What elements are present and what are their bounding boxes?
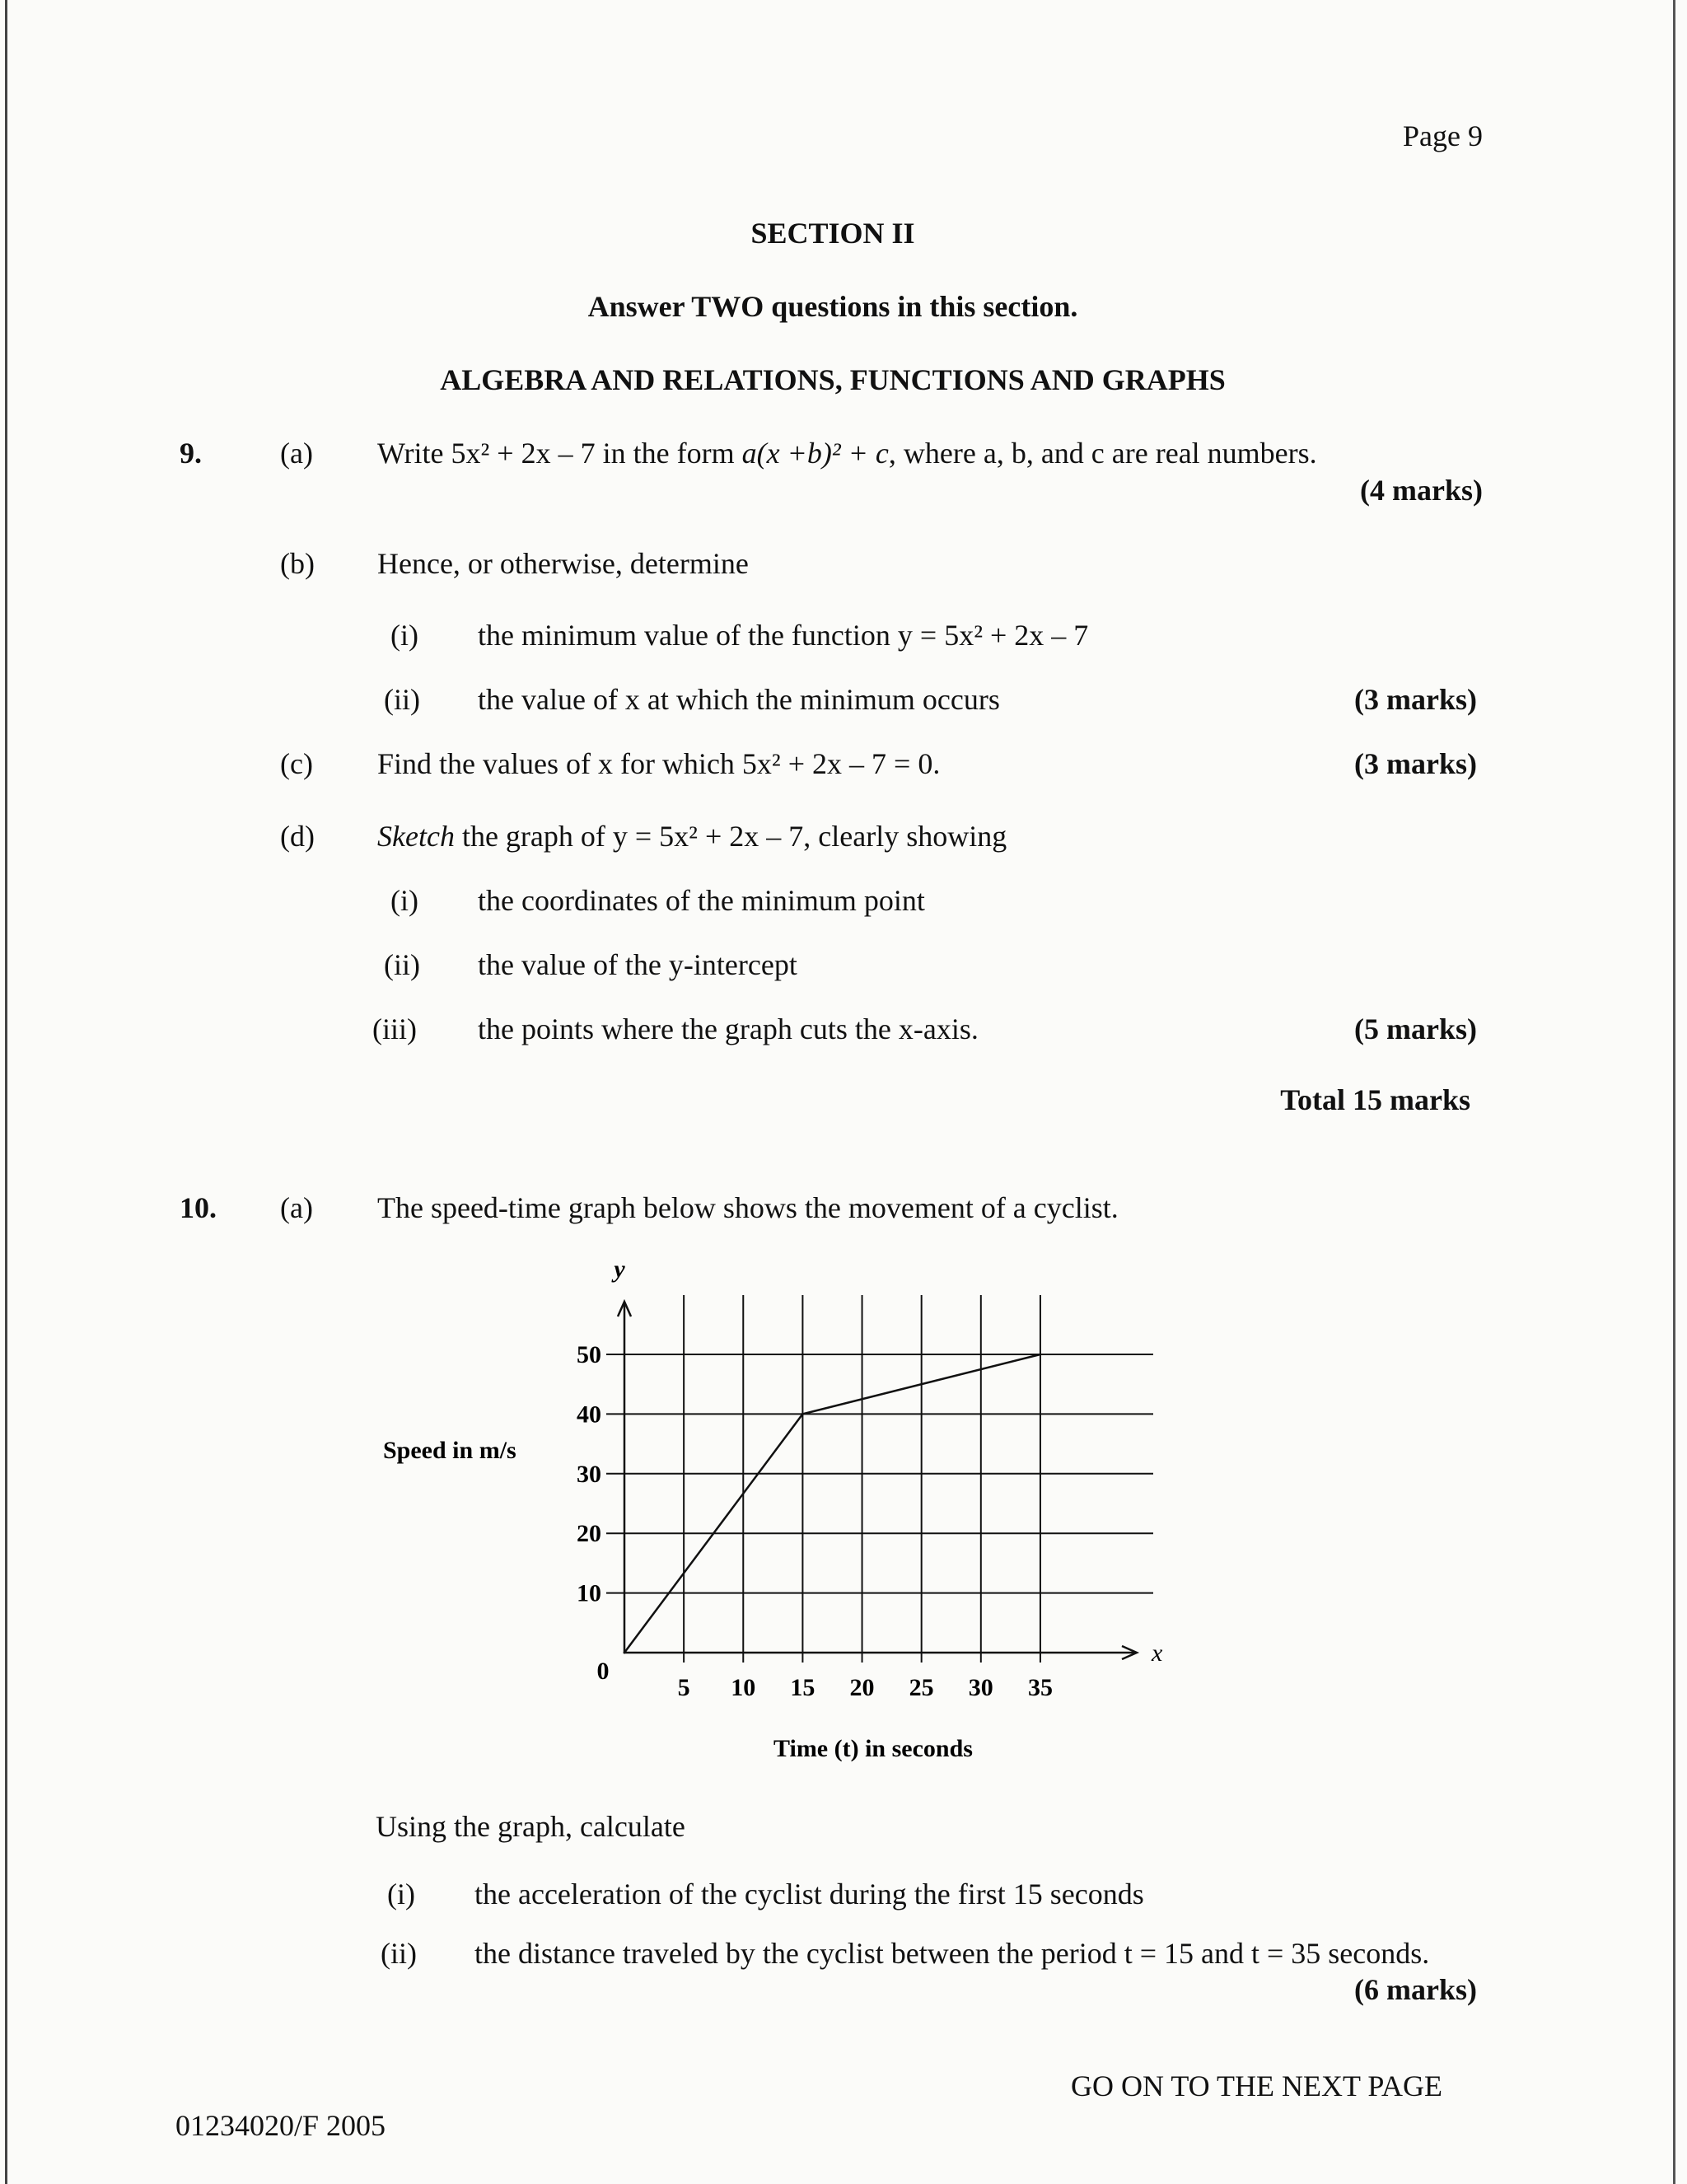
q10a-text: The speed-time graph below shows the movement of a cyclist.	[377, 1191, 1119, 1224]
page-edge-right	[1673, 0, 1675, 2184]
q10-ii-text: the distance traveled by the cyclist between the period t = 15 and t = 35 seconds.	[474, 1937, 1430, 1970]
chart-axes	[611, 1256, 1163, 1667]
origin-label: 0	[596, 1658, 610, 1685]
y-axis-title: Speed in m/s	[383, 1437, 516, 1464]
q9b-marks: (3 marks)	[1354, 683, 1477, 716]
footer-code: 01234020/F 2005	[175, 2109, 386, 2142]
q9c-marks: (3 marks)	[1354, 747, 1477, 780]
chart-grid	[606, 1295, 1153, 1663]
section-title: SECTION II	[750, 217, 915, 250]
footer-next-page: GO ON TO THE NEXT PAGE	[1071, 2069, 1443, 2102]
y-tick-label-30: 30	[577, 1460, 601, 1488]
series-point-2	[1039, 1354, 1041, 1356]
topic-heading: ALGEBRA AND RELATIONS, FUNCTIONS AND GRAPHS	[440, 363, 1226, 396]
q9a-marks: (4 marks)	[1360, 474, 1483, 507]
q9b-label: (b)	[280, 547, 315, 580]
x-tick-label-25: 25	[909, 1674, 934, 1701]
series-point-1	[801, 1413, 804, 1415]
q9b-ii-label: (ii)	[384, 683, 420, 716]
y-tick-label-50: 50	[577, 1341, 601, 1368]
q9d-text: Sketch the graph of y = 5x² + 2x – 7, clearly showing	[377, 820, 1007, 853]
q9b-ii-text: the value of x at which the minimum occurs	[478, 683, 1000, 716]
q9a-label: (a)	[280, 437, 313, 470]
q9-number: 9.	[180, 437, 202, 470]
q9d-iii-text: the points where the graph cuts the x-axis.	[478, 1012, 979, 1045]
q10-i-label: (i)	[387, 1878, 415, 1910]
series-line-0	[624, 1354, 1040, 1653]
page-edge-left	[5, 0, 7, 2184]
x-tick-label-30: 30	[968, 1674, 993, 1701]
speed-time-graph	[362, 1252, 1186, 1779]
x-tick-label-20: 20	[849, 1674, 875, 1701]
q9b-i-text: the minimum value of the function y = 5x² + 2x – 7	[478, 619, 1089, 652]
q9d-marks: (5 marks)	[1354, 1012, 1477, 1045]
page-number: Page 9	[1403, 119, 1483, 152]
q10-marks: (6 marks)	[1354, 1973, 1477, 2006]
x-tick-label-5: 5	[677, 1674, 690, 1701]
x-tick-label-35: 35	[1027, 1674, 1053, 1701]
q9d-i-label: (i)	[390, 884, 418, 917]
q10a-label: (a)	[280, 1191, 313, 1224]
y-axis-symbol: y	[614, 1256, 625, 1283]
q9d-i-text: the coordinates of the minimum point	[478, 884, 925, 917]
q9-total: Total 15 marks	[1280, 1083, 1470, 1116]
series-point-0	[624, 1652, 626, 1654]
q10-using-text: Using the graph, calculate	[376, 1810, 685, 1843]
q9c-text: Find the values of x for which 5x² + 2x – 7 = 0.	[377, 747, 941, 780]
section-instruction: Answer TWO questions in this section.	[587, 290, 1078, 323]
x-axis-symbol: x	[1152, 1639, 1163, 1667]
q9d-label: (d)	[280, 820, 315, 853]
y-tick-label-10: 10	[577, 1579, 601, 1607]
q9b-i-label: (i)	[390, 619, 418, 652]
q9d-iii-label: (iii)	[372, 1012, 417, 1045]
x-axis-title: Time (t) in seconds	[773, 1735, 973, 1762]
q10-number: 10.	[180, 1191, 217, 1224]
x-tick-label-10: 10	[731, 1674, 756, 1701]
y-tick-label-40: 40	[577, 1401, 601, 1429]
x-tick-label-15: 15	[790, 1674, 815, 1701]
q9d-ii-text: the value of the y-intercept	[478, 948, 797, 981]
chart-series	[624, 1354, 1042, 1654]
q10-i-text: the acceleration of the cyclist during the first 15 seconds	[474, 1878, 1144, 1910]
q9d-ii-label: (ii)	[384, 948, 420, 981]
q10-ii-label: (ii)	[381, 1937, 417, 1970]
q9c-label: (c)	[280, 747, 313, 780]
q9a-text: Write 5x² + 2x – 7 in the form a(x +b)² + c, where a, b, and c are real numbers.	[377, 437, 1317, 470]
y-tick-label-20: 20	[577, 1520, 601, 1548]
q9b-text: Hence, or otherwise, determine	[377, 547, 749, 580]
